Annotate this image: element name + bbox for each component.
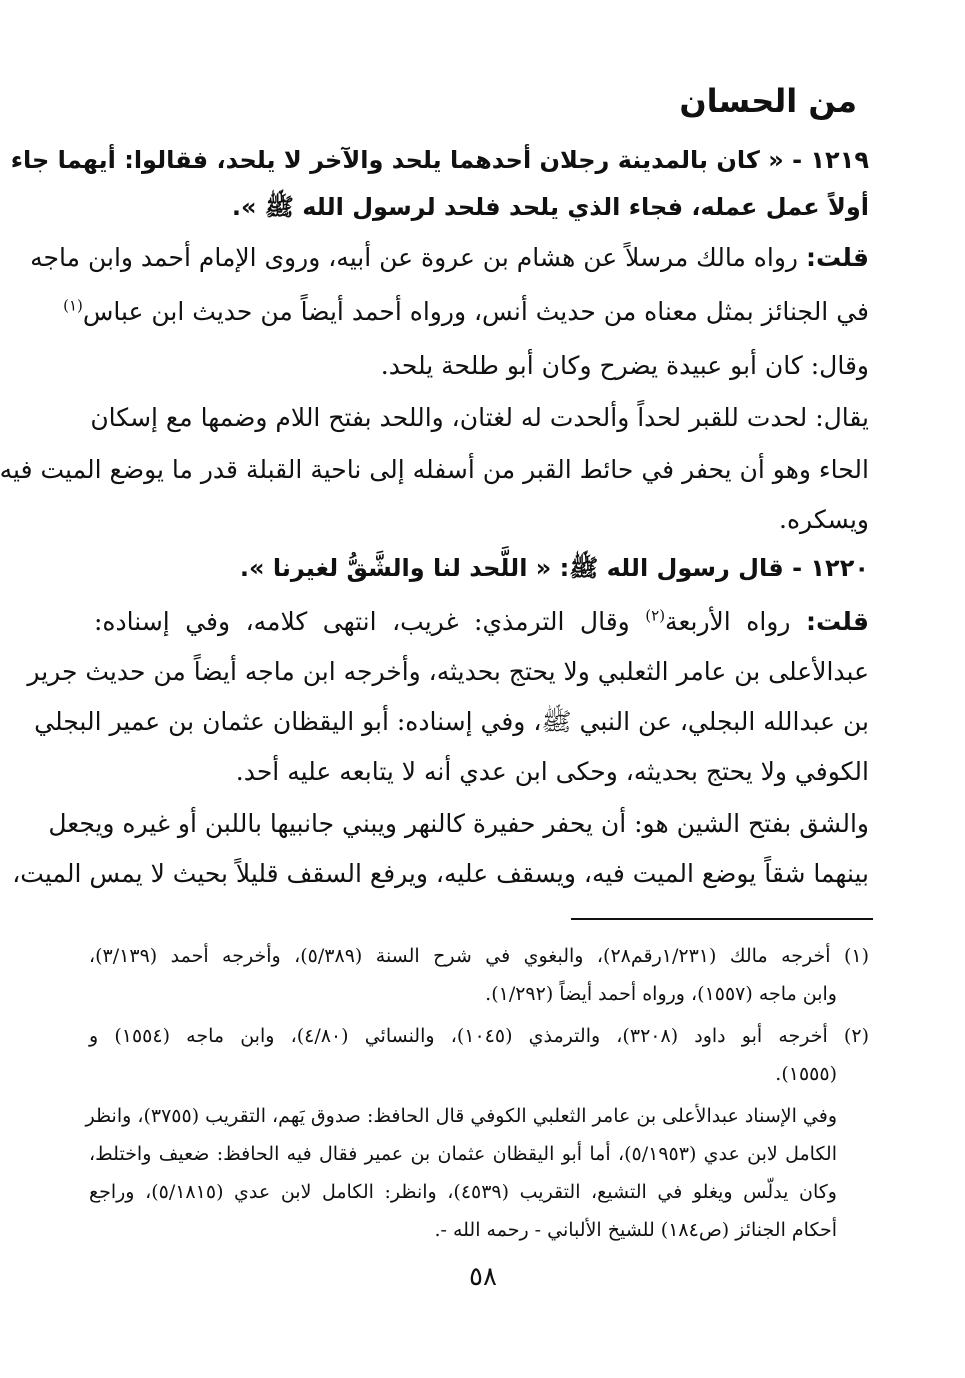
lughah-line-3: ويسكره. — [779, 505, 869, 534]
lughah-line-1: يقال: لحدت للقبر لحداً وألحدت له لغتان، واللحد بفتح اللام وضمها مع إسكان — [90, 403, 869, 432]
comment-1220-line-1 — [94, 602, 869, 642]
footnote-1-line-1: (١) أخرجه مالك (١/٢٣١رقم٢٨)، والبغوي في شرح السنة (٥/٣٨٩)، وأخرجه أحمد (٣/١٣٩)، — [89, 945, 870, 967]
footnote-2-line-2: (١٥٥٥). — [775, 1063, 837, 1085]
comment-1220-line-2: عبدالأعلى بن عامر الثعلبي ولا يحتج بحديثه، وأخرجه ابن ماجه أيضاً من حديث جرير — [27, 657, 869, 686]
comment-1219-line-2 — [63, 292, 869, 332]
section-heading: من الحسان — [679, 82, 857, 120]
page-number: ٥٨ — [469, 1262, 497, 1292]
hadith-1219-line-2: أولاً عمل عمله، فجاء الذي يلحد فلحد لرسول الله ﷺ ». — [231, 193, 869, 221]
footnote-separator — [571, 918, 873, 920]
footnote-ref-1: (١) — [63, 296, 83, 315]
hadith-1219-line-1: ١٢١٩ - « كان بالمدينة رجلان أحدهما يلحد والآخر لا يلحد، فقالوا: أيهما جاء — [10, 146, 869, 174]
shaqq-line-2: بينهما شقاً يوضع الميت فيه، ويسقف عليه، ويرفع السقف قليلاً بحيث لا يمس الميت، — [12, 859, 869, 888]
comment-1220-line-4: الكوفي ولا يحتج بحديثه، وحكى ابن عدي أنه لا يتابعه عليه أحد. — [235, 757, 869, 786]
comment-1219-line-3: وقال: كان أبو عبيدة يضرح وكان أبو طلحة يلحد. — [380, 351, 869, 380]
footnote-ref-2: (٢) — [645, 606, 666, 625]
comment-1219-line-1 — [30, 238, 869, 278]
comment-1219-text-1: رواه مالك مرسلاً عن هشام بن عروة عن أبيه، وروى الإمام أحمد وابن ماجه — [30, 243, 798, 272]
shaqq-line-1: والشق بفتح الشين هو: أن يحفر حفيرة كالنهر ويبني جانبيها باللبن أو غيره ويجعل — [48, 809, 869, 838]
comment-1219-text-2: في الجنائز بمثل معناه من حديث أنس، ورواه أحمد أيضاً من حديث ابن عباس — [82, 297, 869, 326]
footnote-2-extra-line-3: وكان يدلّس ويغلو في التشيع، التقريب (٤٥٣٩)، وانظر: الكامل لابن عدي (٥/١٨١٥)، وراجع — [89, 1181, 837, 1203]
footnote-2-extra-line-2: الكامل لابن عدي (٥/١٩٥٣)، أما أبو اليقظان عثمان بن عمير فقال فيه الحافظ: ضعيف واختلط، — [89, 1143, 837, 1165]
lughah-line-2: الحاء وهو أن يحفر في حائط القبر من أسفله إلى ناحية القبلة قدر ما يوضع الميت فيه — [0, 455, 869, 484]
footnote-2-extra-line-4: أحكام الجنائز (ص١٨٤) للشيخ الألباني - رحمه الله -. — [434, 1219, 837, 1241]
footnote-2-extra-line-1: وفي الإسناد عبدالأعلى بن عامر الثعلبي الكوفي قال الحافظ: صدوق يَهم، التقريب (٣٧٥٥)، وانظر — [85, 1105, 837, 1127]
footnote-1-line-2: وابن ماجه (١٥٥٧)، ورواه أحمد أيضاً (١/٢٩٢). — [485, 983, 837, 1005]
comment-1220-text-1a: رواه الأربعة — [665, 607, 791, 636]
footnote-2-line-1: (٢) أخرجه أبو داود (٣٢٠٨)، والترمذي (١٠٤٥)، والنسائي (٤/٨٠)، وابن ماجه (١٥٥٤) و — [89, 1025, 869, 1047]
qultu-lead: قلت: — [805, 607, 870, 636]
hadith-1220: ١٢٢٠ - قال رسول الله ﷺ: « اللَّحد لنا والشَّقُّ لغيرنا ». — [239, 554, 869, 582]
qultu-lead: قلت: — [805, 243, 869, 272]
comment-1220-text-1b: وقال الترمذي: غريب، انتهى كلامه، وفي إسناده: — [94, 607, 630, 636]
comment-1220-line-3: بن عبدالله البجلي، عن النبي ﷺ، وفي إسناده: أبو اليقظان عثمان بن عمير البجلي — [34, 707, 869, 736]
